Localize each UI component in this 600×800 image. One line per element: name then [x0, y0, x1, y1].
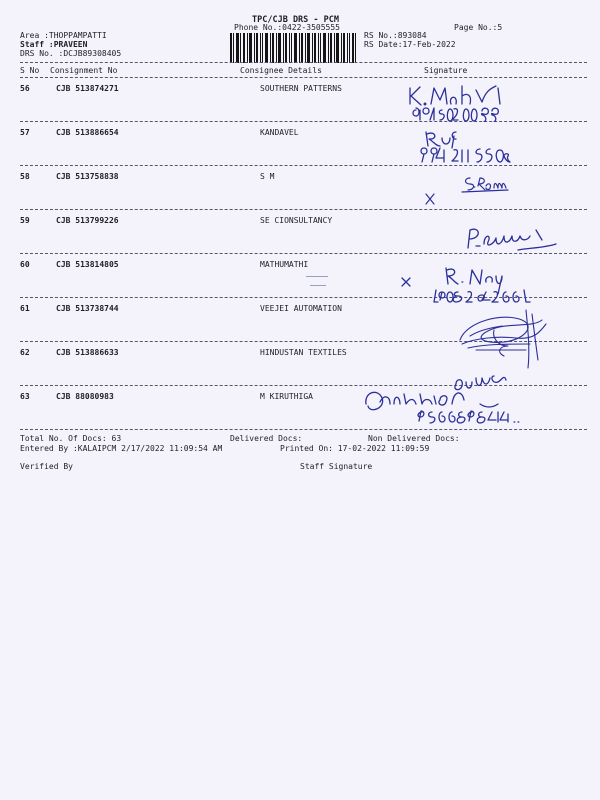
entered-by: Entered By :KALAIPCM 2/17/2022 11:09:54 AM	[20, 444, 223, 453]
signature-row-59	[458, 222, 568, 256]
row-consignment-no: CJB 513886654	[56, 128, 119, 137]
stray-mark	[306, 276, 328, 277]
row-consignee: MATHUMATHI	[260, 260, 309, 269]
signature-scribble-rows-61-62	[446, 300, 566, 372]
rs-number: RS No.:893084	[364, 31, 427, 40]
document-title: TPC/CJB DRS - PCM	[252, 15, 339, 25]
row-consignee: SOUTHERN PATTERNS	[260, 84, 342, 93]
stray-mark	[310, 285, 326, 286]
printed-on: Printed On: 17-02-2022 11:09:59	[280, 444, 430, 453]
row-consignee: KANDAVEL	[260, 128, 299, 137]
page-number: Page No.:5	[454, 23, 503, 32]
signature-row-58	[418, 172, 518, 206]
row-consignee: S M	[260, 172, 275, 181]
delivered-docs: Delivered Docs:	[230, 434, 303, 443]
row-sno: 56	[20, 84, 30, 93]
row-consignee: SE CIONSULTANCY	[260, 216, 333, 225]
staff-signature-label: Staff Signature	[300, 462, 373, 471]
row-consignment-no: CJB 88080983	[56, 392, 114, 401]
rs-date: RS Date:17-Feb-2022	[364, 40, 456, 49]
column-header-consignment: Consignment No	[50, 66, 118, 75]
column-header-consignee: Consignee Details	[240, 66, 322, 75]
row-sno: 59	[20, 216, 30, 225]
signature-row-56	[396, 78, 556, 122]
column-header-signature: Signature	[424, 66, 468, 75]
verified-by-label: Verified By	[20, 462, 73, 471]
row-sno: 58	[20, 172, 30, 181]
row-consignment-no: CJB 513874271	[56, 84, 119, 93]
signature-row-57	[410, 126, 570, 166]
phone-number: Phone No.:0422-3505555	[234, 23, 340, 32]
area-field: Area :THOPPAMPATTI	[20, 31, 107, 40]
row-consignment-no: CJB 513886633	[56, 348, 119, 357]
drs-number: DRS No. :DCJB89308405	[20, 49, 122, 58]
row-consignee: M KIRUTHIGA	[260, 392, 313, 401]
row-sno: 61	[20, 304, 30, 313]
row-sno: 60	[20, 260, 30, 269]
signature-row-63	[360, 364, 550, 434]
total-docs: Total No. Of Docs: 63	[20, 434, 122, 443]
row-sno: 57	[20, 128, 30, 137]
barcode-image	[230, 33, 356, 63]
non-delivered-docs: Non Delivered Docs:	[368, 434, 460, 443]
row-sno: 63	[20, 392, 30, 401]
row-consignment-no: CJB 513738744	[56, 304, 119, 313]
header-divider	[20, 62, 587, 63]
row-consignment-no: CJB 513799226	[56, 216, 119, 225]
staff-field: Staff :PRAVEEN	[20, 40, 88, 49]
row-consignee: VEEJEI AUTOMATION	[260, 304, 342, 313]
row-divider	[20, 209, 587, 210]
column-header-sno: S No	[20, 66, 40, 75]
row-consignment-no: CJB 513758838	[56, 172, 119, 181]
row-sno: 62	[20, 348, 30, 357]
row-consignment-no: CJB 513814805	[56, 260, 119, 269]
row-consignee: HINDUSTAN TEXTILES	[260, 348, 347, 357]
